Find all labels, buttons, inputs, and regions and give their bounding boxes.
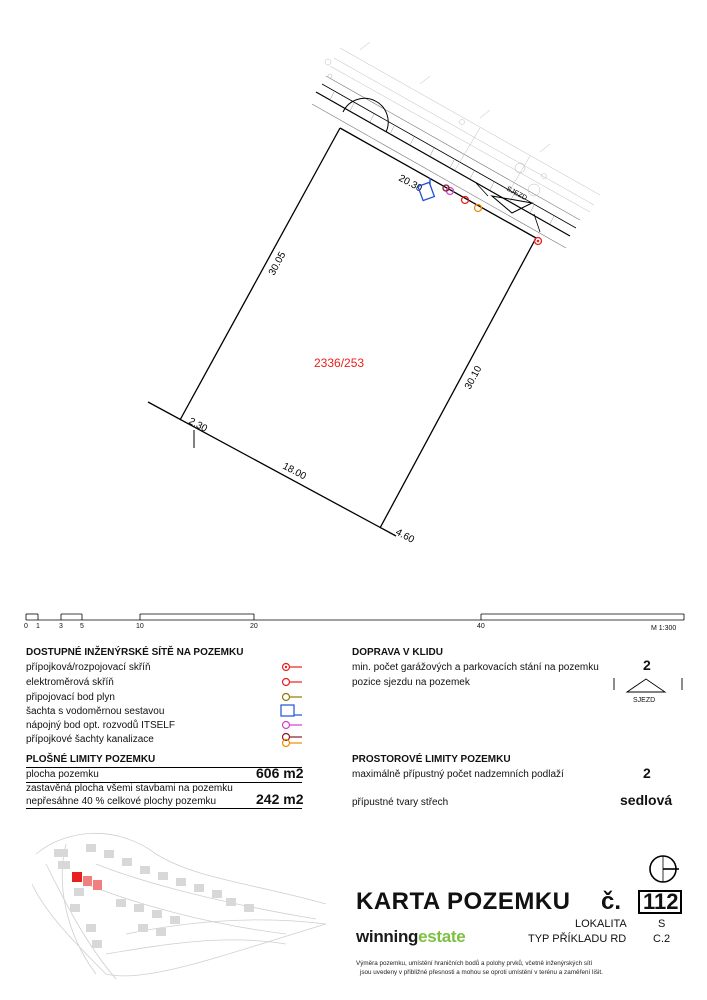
card-number: 112 <box>643 889 679 914</box>
gas-connection-icon <box>283 694 290 701</box>
brand-part-2: estate <box>418 927 466 946</box>
utilities-title: DOSTUPNÉ INŽENÝRSKÉ SÍTĚ NA POZEMKU <box>26 647 244 658</box>
utility-label: elektroměrová skříň <box>26 677 114 688</box>
built-area-label-2: nepřesáhne 40 % celkové plochy pozemku <box>26 796 217 807</box>
card-number-box <box>638 890 682 914</box>
disclaimer-line-1: Výměra pozemku, umístění hraničních bodů a polohy prvků, včetně inženýrských sítí <box>356 960 593 967</box>
floors-label: maximálně přípustný počet nadzemních podlaží <box>352 769 564 780</box>
parking-value: 2 <box>643 657 651 673</box>
card-number-prefix: č. <box>601 888 622 915</box>
water-meter-shaft-icon <box>281 705 294 716</box>
parcel-boundary <box>148 128 540 536</box>
location-minimap <box>26 824 346 994</box>
dim-bottom-left: 2.30 <box>186 415 209 435</box>
scale-bar <box>0 610 707 640</box>
dim-right: 30.10 <box>462 364 485 392</box>
brand-part-1: winning <box>356 927 419 946</box>
scale-tick-10: 10 <box>136 623 144 630</box>
utility-label: nápojný bod opt. rozvodů ITSELF <box>26 720 175 731</box>
driveway-label: SJEZD <box>505 185 528 203</box>
disclaimer-line-2: jsou uvedeny v přibližné přesnosti a mohou se oproti umístění v terénu a zaměření lišit. <box>360 969 603 976</box>
north-arrow-icon <box>646 852 680 886</box>
brand-logo <box>356 927 465 947</box>
plot-area-label: plocha pozemku <box>26 769 99 780</box>
dim-left: 30.05 <box>266 250 289 278</box>
scale-tick-5: 5 <box>80 623 84 630</box>
street-band <box>312 42 600 248</box>
built-area-label-1: zastavěná plocha všemi stavbami na pozemku <box>26 783 233 794</box>
roof-label: přípustné tvary střech <box>352 797 449 808</box>
scale-tick-3: 3 <box>59 623 63 630</box>
driveway-position-label: pozice sjezdu na pozemek <box>352 677 470 688</box>
locality-value: S <box>658 918 666 930</box>
divider <box>26 808 302 809</box>
scale-tick-40: 40 <box>477 623 485 630</box>
spatial-limits-title: PROSTOROVÉ LIMITY POZEMKU <box>352 754 511 765</box>
scale-tick-20: 20 <box>250 623 258 630</box>
type-label: TYP PŘÍKLADU RD <box>528 933 627 945</box>
utility-label: přípojková/rozpojovací skříň <box>26 662 151 673</box>
scale-label: M 1:300 <box>651 625 677 632</box>
driveway-legend-label: SJEZD <box>633 697 656 704</box>
utility-label: šachta s vodoměrnou sestavou <box>26 706 165 717</box>
dim-bottom: 18.00 <box>280 460 308 483</box>
utility-legend-icons <box>280 658 320 758</box>
parcel-id: 2336/253 <box>314 356 365 370</box>
utility-label: připojovací bod plyn <box>26 692 115 703</box>
locality-label: LOKALITA <box>575 918 627 930</box>
scale-tick-0: 0 <box>24 623 28 630</box>
traffic-title: DOPRAVA V KLIDU <box>352 647 443 658</box>
area-limits-title: PLOŠNÉ LIMITY POZEMKU <box>26 754 156 765</box>
built-area-value: 242 m2 <box>256 791 304 807</box>
type-value: C.2 <box>653 933 671 945</box>
plot-area-value: 606 m2 <box>256 765 304 781</box>
dim-bottom-right: 4.60 <box>393 526 416 546</box>
floors-value: 2 <box>643 765 651 781</box>
scale-tick-1: 1 <box>36 623 40 630</box>
dim-top: 20.30 <box>396 172 424 195</box>
electric-meter-icon <box>283 679 290 686</box>
water-meter-shaft-icon <box>418 182 434 200</box>
utility-label: přípojkové šachty kanalizace <box>26 734 154 745</box>
roof-value: sedlová <box>620 792 673 808</box>
parking-label: min. počet garážových a parkovacích stání na pozemku <box>352 662 599 673</box>
card-title: KARTA POZEMKU <box>356 888 571 915</box>
highlighted-plot <box>72 872 102 890</box>
fiber-node-icon <box>283 722 290 729</box>
